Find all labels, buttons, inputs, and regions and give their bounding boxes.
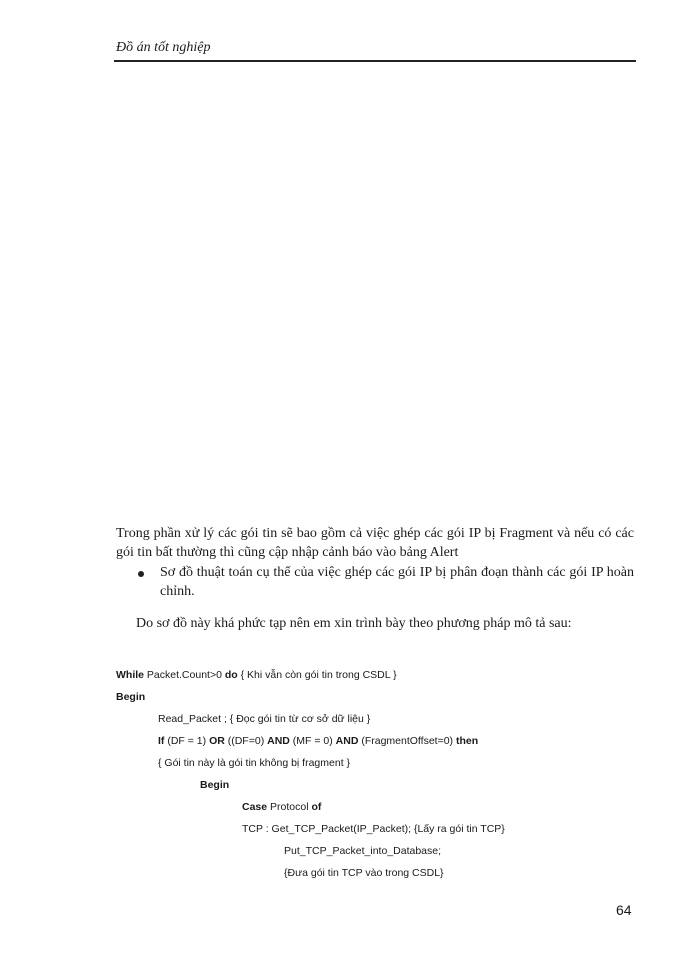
code-line-tcp-comment: {Đưa gói tin TCP vào trong CSDL}: [284, 867, 444, 879]
bullet-text: Sơ đồ thuật toán cụ thể của việc ghép các gói IP bị phân đoạn thành các gói IP hoàn chỉnh.: [160, 565, 634, 599]
bullet-icon: [138, 571, 144, 577]
code-line-while: While Packet.Count>0 do { Khi vẫn còn gói tin trong CSDL }: [116, 669, 397, 681]
code-line-if: If (DF = 1) OR ((DF=0) AND (MF = 0) AND (FragmentOffset=0) then: [158, 735, 479, 747]
lead-paragraph: Do sơ đồ này khá phức tạp nên em xin trình bày theo phương pháp mô tả sau:: [136, 616, 572, 631]
intro-paragraph: Trong phần xử lý các gói tin sẽ bao gồm cả việc ghép các gói IP bị Fragment và nếu có các gói tin bất thường thì cũng cập nhập cảnh báo vào bảng Alert: [116, 526, 634, 560]
keyword-do: do: [224, 669, 238, 681]
code-line-tcp-get: TCP : Get_TCP_Packet(IP_Packet); {Lấy ra gói tin TCP}: [242, 823, 505, 835]
code-line-case: Case Protocol of: [242, 801, 322, 813]
document-header-title: Đồ án tốt nghiệp: [116, 40, 211, 55]
page-number: 64: [616, 902, 632, 918]
keyword-while: While: [116, 669, 144, 681]
code-line-comment-not-fragment: { Gói tin này là gói tin không bị fragment }: [158, 757, 351, 769]
code-line-inner-begin: Begin: [200, 779, 230, 791]
code-line-tcp-put: Put_TCP_Packet_into_Database;: [284, 845, 442, 857]
code-line-begin: Begin: [116, 691, 146, 703]
code-line-read-packet: Read_Packet ; { Đọc gói tin từ cơ sở dữ liệu }: [158, 713, 371, 725]
header-divider: [114, 60, 636, 62]
